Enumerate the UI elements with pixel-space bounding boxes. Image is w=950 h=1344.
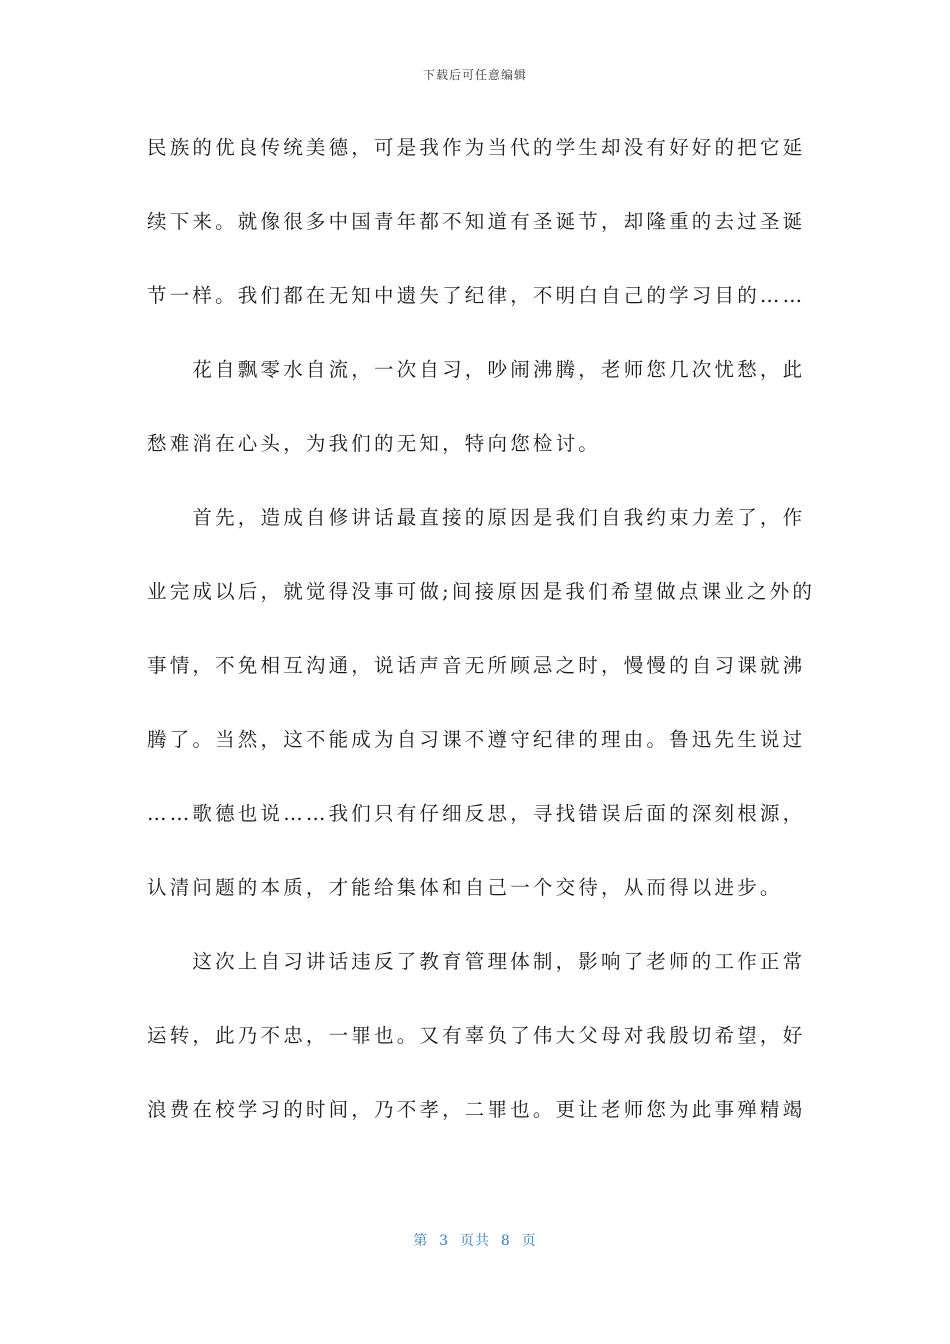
document-body	[147, 126, 816, 1162]
page-footer: 第 3 页共 8 页	[413, 1233, 537, 1249]
text-line: 续下来。就像很多中国青年都不知道有圣诞节，却隆重的去过圣诞	[147, 210, 806, 233]
text-line: 认清问题的本质，才能给集体和自己一个交待，从而得以进步。	[147, 876, 783, 899]
page-header: 下载后可任意编辑	[422, 68, 527, 82]
text-line: 事情，不免相互沟通，说话声音无所顾忌之时，慢慢的自习课就沸	[147, 654, 806, 677]
text-line: ……歌德也说……我们只有仔细反思，寻找错误后面的深刻根源，	[147, 802, 806, 825]
text-line: 这次上自习讲话违反了教育管理体制，影响了老师的工作正常	[147, 950, 806, 973]
text-line: 花自飘零水自流，一次自习，吵闹沸腾，老师您几次忧愁，此	[147, 358, 806, 381]
text-line: 浪费在校学习的时间，乃不孝，二罪也。更让老师您为此事殚精竭	[147, 1098, 806, 1121]
text-line: 民族的优良传统美德，可是我作为当代的学生却没有好好的把它延	[147, 136, 806, 159]
text-line: 愁难消在心头，为我们的无知，特向您检讨。	[147, 432, 602, 455]
text-line: 运转，此乃不忠，一罪也。又有辜负了伟大父母对我殷切希望，好	[147, 1024, 806, 1047]
text-line: 业完成以后，就觉得没事可做;间接原因是我们希望做点课业之外的	[147, 580, 816, 603]
text-line: 首先，造成自修讲话最直接的原因是我们自我约束力差了，作	[147, 506, 806, 529]
text-line: 腾了。当然，这不能成为自习课不遵守纪律的理由。鲁迅先生说过	[147, 728, 806, 751]
text-line: 节一样。我们都在无知中遗失了纪律，不明白自己的学习目的……	[147, 284, 806, 307]
